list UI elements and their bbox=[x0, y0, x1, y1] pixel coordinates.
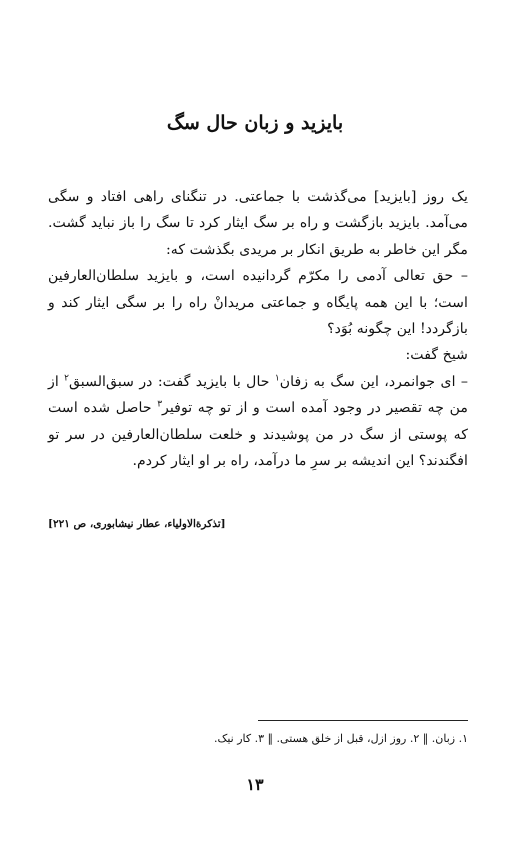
paragraph-2: – حق تعالی آدمی را مکرّم گردانیده است، و بایزید سلطان‌العارفین است؛ با این همه پایگاه و جماعتی مریدانْ راه را بر سگی ایثار کند و بازگردد! این چگونه بُوَد؟ bbox=[48, 268, 468, 338]
footnote-marker-1: ۱ bbox=[274, 373, 280, 384]
footnote-marker-2: ۲ bbox=[64, 373, 69, 384]
paragraph-3: شیخ گفت: bbox=[405, 347, 468, 364]
footnotes: ۱. زبان. ‖ ۲. روز ازل، قبل از خلق هستی. ‖ ۳. کار نیک. bbox=[214, 732, 468, 745]
paragraph-4: – ای جوانمرد، این سگ به زفان$^۱$ حال با بایزید گفت: در سبق‌السبق$^۲$ از من چه تقصیر در وجود آمده است و از تو چه توفیر$^۳$ حاصل شده است که پوستی از سگ در من پوشیدند و خلعت سلطان‌العارفین در سر تو افگندند؟ این اندیشه بر سرِ ما درآمد، راه بر او ایثار کردم. bbox=[48, 373, 468, 470]
source-citation: [تذکرةالاولیاء، عطار نیشابوری، ص ۲۲۱] bbox=[48, 518, 226, 530]
paragraph-1: یک روز [بایزید] می‌گذشت با جماعتی. در تنگنای راهی افتاد و سگی می‌آمد. بایزید بازگشت و راه بر سگ ایثار کرد تا سگ را باز نباید گشت. مگر این خاطر به طریق انکار بر مریدی بگذشت که: bbox=[48, 189, 468, 258]
footnote-marker-3: ۳ bbox=[157, 399, 163, 410]
page-number: ۱۳ bbox=[246, 775, 264, 794]
footnote-divider bbox=[258, 720, 468, 721]
page-title: بایزید و زبان حال سگ bbox=[166, 112, 344, 134]
story-body bbox=[48, 184, 468, 474]
